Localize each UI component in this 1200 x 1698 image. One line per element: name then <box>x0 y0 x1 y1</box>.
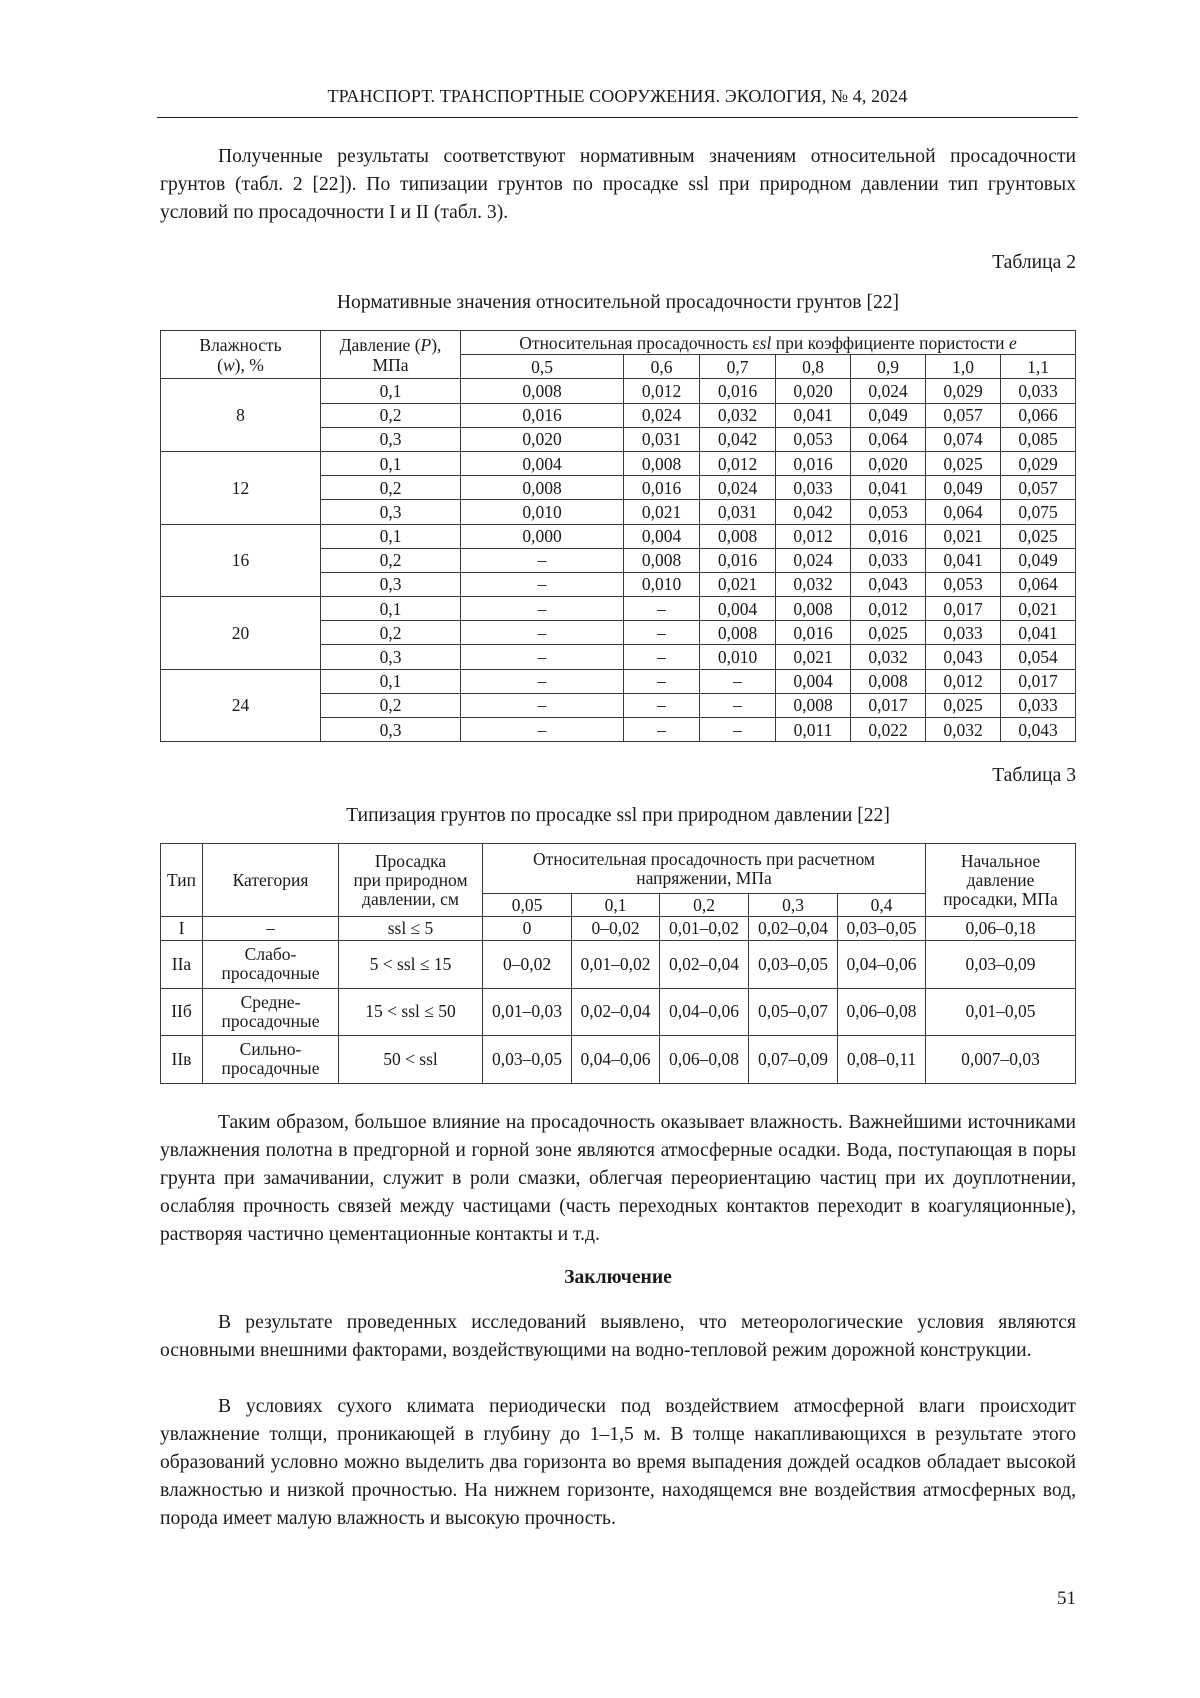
table2-value-cell: 0,031 <box>700 500 776 524</box>
table2-value-cell: 0,032 <box>926 718 1001 742</box>
table3-category-line: Средне- <box>240 991 301 1012</box>
table2-pressure-cell: 0,1 <box>321 524 461 548</box>
table2-pressure-cell: 0,1 <box>321 669 461 693</box>
table3-initial-pressure-cell: 0,007–0,03 <box>926 1036 1076 1084</box>
table2-pressure-cell: 0,2 <box>321 621 461 645</box>
table2-value-cell: 0,012 <box>624 379 700 403</box>
table2-pressure-cell: 0,3 <box>321 645 461 669</box>
table2-porosity-cell: 1,1 <box>1001 355 1076 379</box>
table2-value-cell: – <box>700 693 776 717</box>
table2-value-cell: 0,010 <box>624 572 700 596</box>
table3-stress-cell: 0,4 <box>838 894 926 917</box>
table2-value-cell: 0,041 <box>926 548 1001 572</box>
table3-settlement-cell: ssl ≤ 5 <box>339 917 483 941</box>
table2-value-cell: 0,004 <box>461 451 624 475</box>
table2-value-cell: – <box>700 669 776 693</box>
table3-stress-cell: 0,3 <box>749 894 838 917</box>
table2-pressure-cell: 0,2 <box>321 403 461 427</box>
running-header: ТРАНСПОРТ. ТРАНСПОРТНЫЕ СООРУЖЕНИЯ. ЭКОЛОГИЯ, № 4, 2024 <box>327 86 908 106</box>
table2 <box>160 330 1076 742</box>
table2-value-cell: 0,075 <box>1001 500 1076 524</box>
discussion-paragraph: Таким образом, большое влияние на просадочность оказывает влажность. Важнейшими источниками увлажнения полотна в предгорной и горной зоне являются атмосферные осадки. Вода, поступающая в поры грунта при замачивании, служит в роли смазки, облегчая переориентацию частиц при их доуплотнении, ослабляя прочность связей между частицами (часть переходных контактов переходит в коагуляционные), растворяя частично цементационные контакты и т.д. <box>160 1112 1076 1245</box>
table3-settlement-cell: 50 < ssl <box>339 1036 483 1084</box>
table2-value-cell: 0,085 <box>1001 427 1076 451</box>
table3-category-line: просадочные <box>221 1010 320 1031</box>
table2-value-cell: 0,049 <box>1001 548 1076 572</box>
table2-value-cell: 0,024 <box>851 379 926 403</box>
table3-value-cell: 0,02–0,04 <box>749 917 838 941</box>
table2-value-cell: 0,057 <box>926 403 1001 427</box>
table2-value-cell: 0,032 <box>851 645 926 669</box>
table3-value-cell: 0,01–0,03 <box>483 988 572 1036</box>
table3-value-cell: 0,03–0,05 <box>838 917 926 941</box>
table2-value-cell: 0,010 <box>461 500 624 524</box>
table2-humidity-cell: 16 <box>161 524 321 597</box>
table2-value-cell: 0,021 <box>624 500 700 524</box>
table2-pressure-cell: 0,3 <box>321 500 461 524</box>
table2-value-cell: 0,064 <box>1001 572 1076 596</box>
table3-type-cell: IIб <box>161 988 203 1036</box>
table2-value-cell: 0,025 <box>926 693 1001 717</box>
table2-value-cell: 0,043 <box>926 645 1001 669</box>
intro-paragraph: Полученные результаты соответствуют нормативным значениям относительной просадочности грунтов (табл. 2 [22]). По типизации грунтов по просадке ssl при природном давлении тип грунтовых условий по просадочности I и II (табл. 3). <box>160 146 1076 223</box>
table3-type-cell: I <box>161 917 203 941</box>
table3-settlement-cell: 5 < ssl ≤ 15 <box>339 941 483 989</box>
table2-value-cell: 0,016 <box>624 476 700 500</box>
table2-value-cell: 0,033 <box>1001 379 1076 403</box>
table2-value-cell: – <box>461 572 624 596</box>
table2-value-cell: 0,017 <box>1001 669 1076 693</box>
table3-row <box>161 917 1076 941</box>
table2-value-cell: 0,066 <box>1001 403 1076 427</box>
conclusion-paragraph-1: В результате проведенных исследований выявлено, что метеорологические условия являются основными внешними факторами, воздействующими на водно-тепловой режим дорожной конструкции. <box>160 1312 1076 1361</box>
table3-value-cell: 0,06–0,08 <box>660 1036 749 1084</box>
table2-value-cell: 0,008 <box>776 597 851 621</box>
page-number: 51 <box>1057 1588 1076 1609</box>
table3-category-cell <box>203 941 339 989</box>
table2-value-cell: 0,042 <box>700 427 776 451</box>
table3-value-cell: 0,03–0,05 <box>483 1036 572 1084</box>
table2-value-cell: 0,000 <box>461 524 624 548</box>
table2-value-cell: 0,010 <box>700 645 776 669</box>
table3-category-line: – <box>266 918 275 938</box>
table2-value-cell: 0,043 <box>1001 718 1076 742</box>
table3-type-cell: IIв <box>161 1036 203 1084</box>
table2-value-cell: 0,053 <box>926 572 1001 596</box>
table2-pressure-cell: 0,3 <box>321 572 461 596</box>
table2-value-cell: 0,008 <box>461 476 624 500</box>
table3-category-cell <box>203 1036 339 1084</box>
table3-category-cell <box>203 988 339 1036</box>
table2-row <box>161 669 1076 693</box>
table3-stress-cell: 0,1 <box>572 894 660 917</box>
table2-humidity-cell: 24 <box>161 669 321 742</box>
table2-value-cell: 0,012 <box>926 669 1001 693</box>
table2-value-cell: 0,008 <box>461 379 624 403</box>
table3-value-cell: 0,01–0,02 <box>660 917 749 941</box>
table2-header-row <box>161 331 1076 355</box>
table2-value-cell: 0,054 <box>1001 645 1076 669</box>
table2-porosity-cell: 0,7 <box>700 355 776 379</box>
table2-value-cell: 0,011 <box>776 718 851 742</box>
table2-value-cell: 0,033 <box>926 621 1001 645</box>
table2-value-cell: 0,008 <box>851 669 926 693</box>
table3-value-cell: 0,03–0,05 <box>749 941 838 989</box>
table2-value-cell: 0,042 <box>776 500 851 524</box>
table2-pressure-cell: 0,2 <box>321 693 461 717</box>
table3-settlement-cell: 15 < ssl ≤ 50 <box>339 988 483 1036</box>
table3-value-cell: 0,08–0,11 <box>838 1036 926 1084</box>
table2-value-cell: – <box>461 693 624 717</box>
table2-value-cell: 0,008 <box>700 621 776 645</box>
table2-row <box>161 597 1076 621</box>
table3-col-type: Тип <box>161 844 203 917</box>
table3-type-cell: IIа <box>161 941 203 989</box>
table2-value-cell: 0,033 <box>851 548 926 572</box>
table3-category-line: просадочные <box>221 1058 320 1079</box>
table2-value-cell: 0,024 <box>700 476 776 500</box>
table2-value-cell: 0,004 <box>776 669 851 693</box>
table3-group-header: Относительная просадочность при расчетном напряжении, МПа <box>483 844 926 894</box>
table3-value-cell: 0,01–0,02 <box>572 941 660 989</box>
table3-value-cell: 0–0,02 <box>483 941 572 989</box>
table2-pressure-cell: 0,2 <box>321 548 461 572</box>
table2-value-cell: 0,021 <box>1001 597 1076 621</box>
table2-value-cell: 0,021 <box>776 645 851 669</box>
table2-value-cell: – <box>461 645 624 669</box>
table2-value-cell: 0,012 <box>776 524 851 548</box>
table3-row <box>161 941 1076 989</box>
table2-value-cell: 0,033 <box>1001 693 1076 717</box>
table2-value-cell: 0,008 <box>624 451 700 475</box>
table2-value-cell: 0,021 <box>700 572 776 596</box>
table2-value-cell: 0,016 <box>851 524 926 548</box>
table3-category-line: Сильно- <box>239 1039 302 1060</box>
table3-value-cell: 0,05–0,07 <box>749 988 838 1036</box>
table2-value-cell: – <box>461 621 624 645</box>
table3-category-line: Слабо- <box>244 944 297 965</box>
conclusion-heading: Заключение <box>564 1267 672 1288</box>
table2-caption: Нормативные значения относительной просадочности грунтов [22] <box>336 292 900 313</box>
table2-value-cell: – <box>624 597 700 621</box>
table2-porosity-cell: 0,9 <box>851 355 926 379</box>
table3-label: Таблица 3 <box>992 765 1076 786</box>
table3-value-cell: 0,07–0,09 <box>749 1036 838 1084</box>
table2-value-cell: 0,025 <box>1001 524 1076 548</box>
table2-value-cell: 0,017 <box>926 597 1001 621</box>
table3-stress-cell: 0,2 <box>660 894 749 917</box>
table2-pressure-cell: 0,2 <box>321 476 461 500</box>
table2-value-cell: 0,016 <box>776 451 851 475</box>
table2-value-cell: 0,020 <box>851 451 926 475</box>
table2-value-cell: – <box>700 718 776 742</box>
table2-value-cell: 0,032 <box>700 403 776 427</box>
table2-value-cell: 0,031 <box>624 427 700 451</box>
table3-value-cell: 0,02–0,04 <box>660 941 749 989</box>
table2-pressure-cell: 0,1 <box>321 379 461 403</box>
table3-value-cell: 0 <box>483 917 572 941</box>
table2-value-cell: – <box>461 597 624 621</box>
table2-porosity-cell: 0,8 <box>776 355 851 379</box>
table2-value-cell: 0,043 <box>851 572 926 596</box>
table2-humidity-cell: 12 <box>161 451 321 524</box>
conclusion-paragraph-2: В условиях сухого климата периодически под воздействием атмосферной влаги происходит увлажнение толщи, проникающей в глубину до 1–1,5 м. В толще накапливающихся в результате этого образований условно можно выделить два горизонта во время выпадения дождей осадков обладает высокой влажностью и низкой прочностью. На нижнем горизонте, находящемся вне воздействия атмосферных вод, порода имеет малую влажность и высокую прочность. <box>160 1396 1076 1529</box>
table2-value-cell: 0,053 <box>851 500 926 524</box>
table2-value-cell: 0,008 <box>700 524 776 548</box>
table2-pressure-cell: 0,3 <box>321 718 461 742</box>
table3-caption: Типизация грунтов по просадке ssl при природном давлении [22] <box>346 805 890 826</box>
table2-pressure-cell: 0,1 <box>321 597 461 621</box>
table2-value-cell: 0,053 <box>776 427 851 451</box>
table2-row <box>161 379 1076 403</box>
table2-value-cell: 0,008 <box>624 548 700 572</box>
table3-col-initial-pressure: Начальное давление просадки, МПа <box>926 844 1076 917</box>
table2-value-cell: 0,025 <box>851 621 926 645</box>
table3-initial-pressure-cell: 0,03–0,09 <box>926 941 1076 989</box>
table2-porosity-cell: 0,6 <box>624 355 700 379</box>
table2-value-cell: 0,020 <box>776 379 851 403</box>
table2-humidity-cell: 20 <box>161 597 321 670</box>
table2-value-cell: 0,029 <box>926 379 1001 403</box>
table2-value-cell: 0,012 <box>851 597 926 621</box>
table2-group-header: Относительная просадочность εsl при коэффициенте пористости e <box>461 331 1076 355</box>
table2-value-cell: 0,041 <box>1001 621 1076 645</box>
table2-value-cell: 0,064 <box>926 500 1001 524</box>
table2-porosity-cell: 0,5 <box>461 355 624 379</box>
table2-humidity-cell: 8 <box>161 379 321 452</box>
table2-value-cell: – <box>461 718 624 742</box>
table3-row <box>161 1036 1076 1084</box>
table2-value-cell: 0,012 <box>700 451 776 475</box>
table3-value-cell: 0,04–0,06 <box>572 1036 660 1084</box>
table2-value-cell: 0,024 <box>776 548 851 572</box>
table2-value-cell: 0,041 <box>851 476 926 500</box>
table3-value-cell: 0–0,02 <box>572 917 660 941</box>
table2-value-cell: 0,033 <box>776 476 851 500</box>
table2-value-cell: 0,025 <box>926 451 1001 475</box>
table2-pressure-cell: 0,3 <box>321 427 461 451</box>
table2-value-cell: 0,032 <box>776 572 851 596</box>
table2-value-cell: 0,057 <box>1001 476 1076 500</box>
table3-value-cell: 0,06–0,08 <box>838 988 926 1036</box>
table2-value-cell: – <box>624 645 700 669</box>
table2-value-cell: 0,016 <box>700 379 776 403</box>
table2-value-cell: 0,074 <box>926 427 1001 451</box>
table2-value-cell: 0,017 <box>851 693 926 717</box>
table3-category-cell <box>203 917 339 941</box>
table2-value-cell: 0,049 <box>926 476 1001 500</box>
table2-value-cell: 0,004 <box>624 524 700 548</box>
table3-value-cell: 0,02–0,04 <box>572 988 660 1036</box>
table2-value-cell: – <box>461 548 624 572</box>
table2-value-cell: 0,049 <box>851 403 926 427</box>
table2-value-cell: – <box>461 669 624 693</box>
table2-value-cell: 0,016 <box>700 548 776 572</box>
table2-value-cell: 0,064 <box>851 427 926 451</box>
table3-initial-pressure-cell: 0,06–0,18 <box>926 917 1076 941</box>
table2-pressure-cell: 0,1 <box>321 451 461 475</box>
table3-category-line: просадочные <box>221 963 320 984</box>
table2-row <box>161 451 1076 475</box>
table2-label: Таблица 2 <box>992 252 1076 273</box>
table2-value-cell: 0,020 <box>461 427 624 451</box>
table2-value-cell: 0,016 <box>461 403 624 427</box>
table2-row <box>161 524 1076 548</box>
table2-value-cell: – <box>624 669 700 693</box>
table2-value-cell: 0,024 <box>624 403 700 427</box>
table3-col-category: Категория <box>203 844 339 917</box>
table2-value-cell: 0,008 <box>776 693 851 717</box>
table2-value-cell: 0,022 <box>851 718 926 742</box>
table3 <box>160 843 1076 1084</box>
table2-value-cell: – <box>624 621 700 645</box>
table2-value-cell: 0,029 <box>1001 451 1076 475</box>
table2-value-cell: 0,004 <box>700 597 776 621</box>
table3-value-cell: 0,04–0,06 <box>660 988 749 1036</box>
table3-row <box>161 988 1076 1036</box>
table3-value-cell: 0,04–0,06 <box>838 941 926 989</box>
table3-initial-pressure-cell: 0,01–0,05 <box>926 988 1076 1036</box>
table2-value-cell: 0,041 <box>776 403 851 427</box>
table3-stress-cell: 0,05 <box>483 894 572 917</box>
table2-value-cell: 0,021 <box>926 524 1001 548</box>
header-rule <box>157 117 1078 118</box>
table2-value-cell: – <box>624 718 700 742</box>
table2-porosity-cell: 1,0 <box>926 355 1001 379</box>
table2-value-cell: – <box>624 693 700 717</box>
table2-col-pressure: Давление (P), МПа <box>321 331 461 379</box>
table3-col-settlement: Просадка при природном давлении, см <box>339 844 483 917</box>
table2-value-cell: 0,016 <box>776 621 851 645</box>
table2-col-humidity: Влажность (w), % <box>161 331 321 379</box>
table3-header-row <box>161 844 1076 894</box>
